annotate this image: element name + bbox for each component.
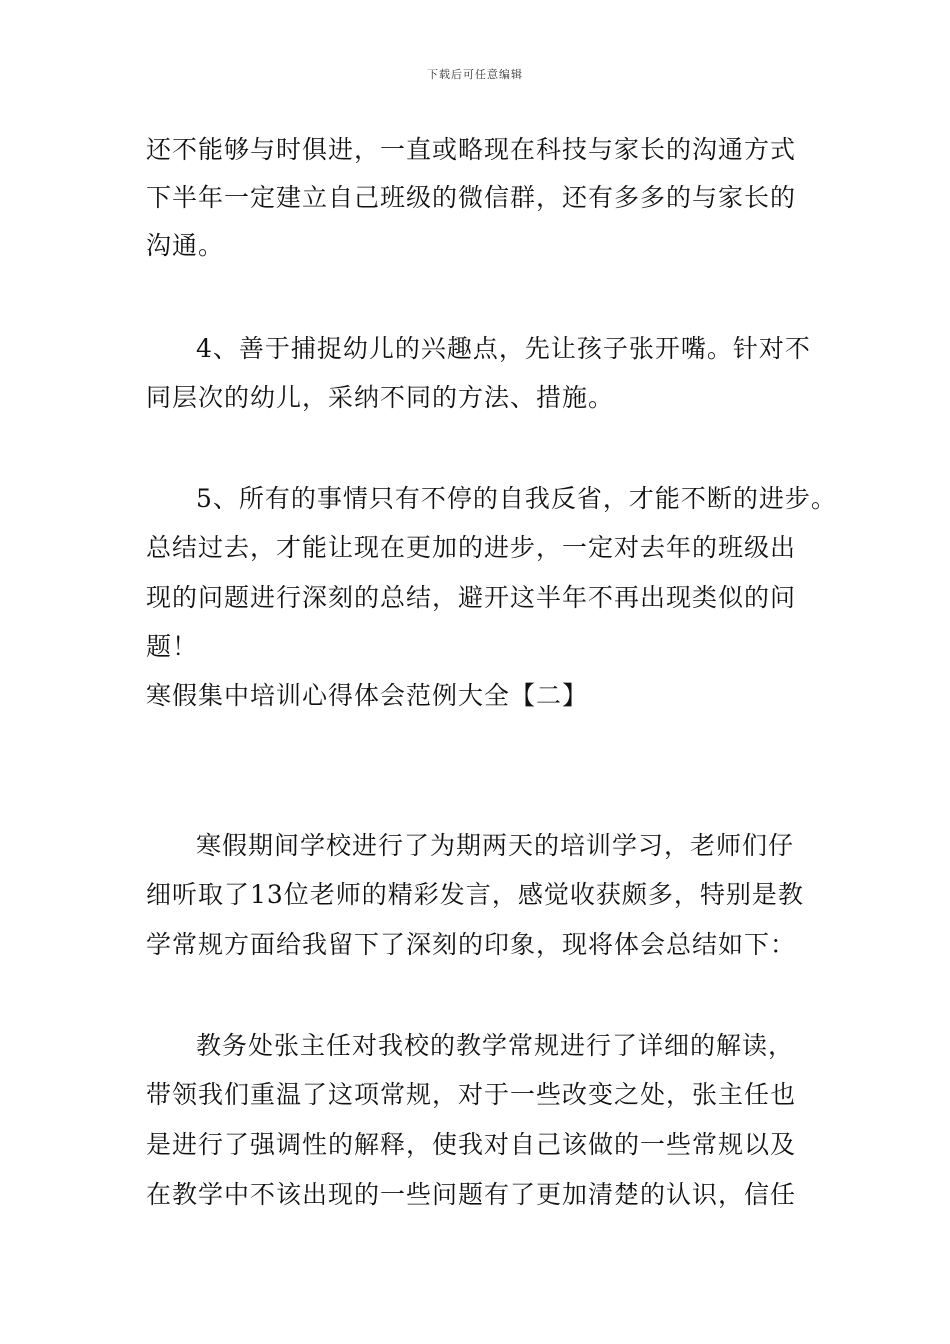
paragraph-5-line-4: 在教学中不该出现的一些问题有了更加清楚的认识，信任 [146, 1180, 797, 1209]
paragraph-3-line-4: 题！ [146, 632, 199, 661]
paragraph-4-line-1: 寒假期间学校进行了为期两天的培训学习，老师们仔 [196, 831, 795, 860]
download-note: 下载后可任意编辑 [427, 68, 523, 81]
paragraph-1-line-1: 还不能够与时俱进，一直或略现在科技与家长的沟通方式 [146, 135, 797, 164]
paragraph-4-line-2: 细听取了13位老师的精彩发言，感觉收获颇多，特别是教 [146, 880, 804, 909]
paragraph-3-line-3: 现的问题进行深刻的总结，避开这半年不再出现类似的问 [146, 583, 797, 612]
paragraph-1-line-2: 下半年一定建立自己班级的微信群，还有多多的与家长的 [146, 183, 797, 212]
paragraph-3-line-1: 5、所有的事情只有不停的自我反省，才能不断的进步。 [196, 484, 837, 513]
paragraph-3-line-2: 总结过去，才能让现在更加的进步，一定对去年的班级出 [146, 533, 797, 562]
paragraph-5-line-1: 教务处张主任对我校的教学常规进行了详细的解读， [196, 1031, 795, 1060]
paragraph-2-line-1: 4、善于捕捉幼儿的兴趣点，先让孩子张开嘴。针对不 [196, 334, 811, 363]
section-heading: 寒假集中培训心得体会范例大全【二】 [146, 681, 589, 710]
paragraph-4-line-3: 学常规方面给我留下了深刻的印象，现将体会总结如下： [146, 930, 797, 959]
paragraph-5-line-3: 是进行了强调性的解释，使我对自己该做的一些常规以及 [146, 1130, 797, 1159]
paragraph-5-line-2: 带领我们重温了这项常规，对于一些改变之处，张主任也 [146, 1080, 797, 1109]
paragraph-1-line-3: 沟通。 [146, 231, 225, 260]
paragraph-2-line-2: 同层次的幼儿，采纳不同的方法、措施。 [146, 383, 615, 412]
